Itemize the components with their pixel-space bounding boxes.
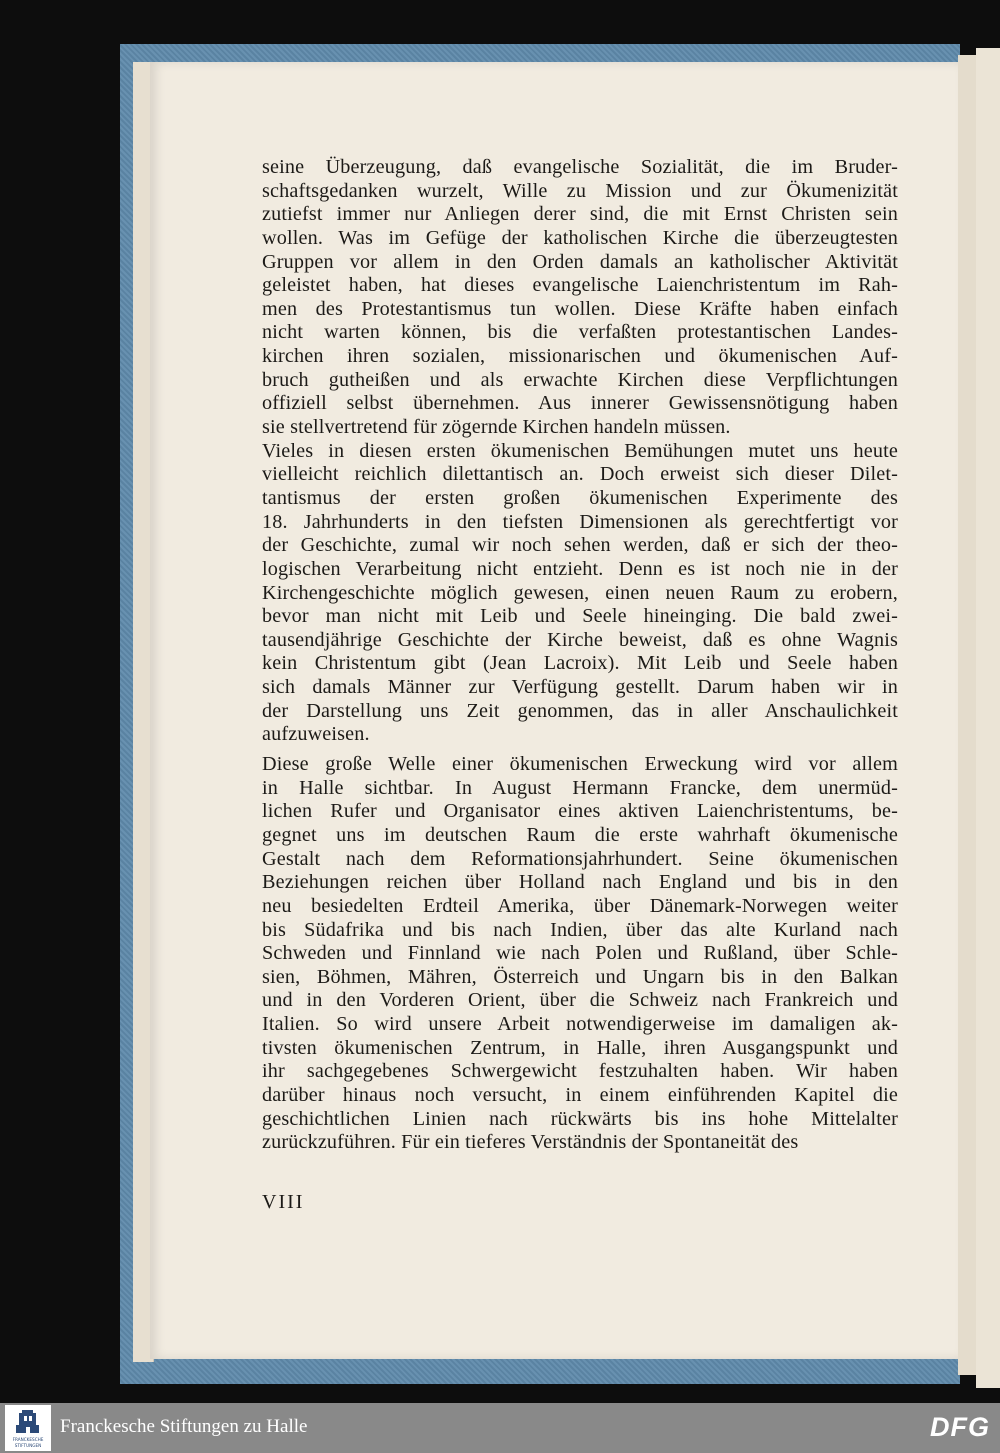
text-line: bevor man nicht mit Leib und Seele hineinging. Die bald zwei-	[262, 605, 898, 628]
text-line: gegnet uns im deutschen Raum die erste wahrhaft ökumenische	[262, 823, 898, 846]
text-line: seine Überzeugung, daß evangelische Sozialität, die im Bruder-	[262, 156, 898, 178]
text-line: wollen. Was im Gefüge der katholischen Kirche die überzeugtesten	[262, 226, 898, 249]
text-line: zurückzuführen. Für ein tieferes Verständnis der Spontaneität des	[262, 1131, 799, 1154]
text-line: der Darstellung uns Zeit genommen, das in aller Anschaulichkeit	[262, 699, 898, 722]
dfg-logo[interactable]: DFG	[930, 1412, 990, 1442]
text-line: tivsten ökumenischen Zentrum, in Halle, ihren Ausgangspunkt und	[262, 1036, 898, 1059]
text-line: Italien. So wird unsere Arbeit notwendigerweise im damaligen ak-	[262, 1013, 898, 1036]
text-line: Beziehungen reichen über Holland nach England und bis in den	[262, 871, 898, 894]
text-line: geleistet haben, hat dieses evangelische Laienchristentum im Rah-	[262, 274, 898, 297]
page-edge	[958, 55, 976, 1375]
text-line: darüber hinaus noch versucht, in einem einführenden Kapitel die	[262, 1083, 898, 1106]
footer-title[interactable]: Franckesche Stiftungen zu Halle	[60, 1416, 308, 1437]
text-line: vielleicht reichlich dilettantisch an. Doch erweist sich dieser Dilet-	[262, 463, 898, 486]
text-line: nicht warten können, bis die verfaßten protestantischen Landes-	[262, 321, 898, 344]
text-line: neu besiedelten Erdteil Amerika, über Dänemark-Norwegen weiter	[262, 894, 898, 917]
text-line: in Halle sichtbar. In August Hermann Francke, dem unermüd-	[262, 776, 898, 799]
text-line: Schweden und Finnland wie nach Polen und Rußland, über Schle-	[262, 942, 898, 965]
text-line: sich damals Männer zur Verfügung gestellt. Darum haben wir in	[262, 676, 898, 699]
francke-logo[interactable]	[5, 1405, 51, 1451]
text-line: logischen Verarbeitung nicht entzieht. Denn es ist noch nie in der	[262, 557, 898, 580]
logo-text-1: FRANCKESCHE	[12, 1437, 44, 1442]
text-line: ihr sachgegebenes Schwergewicht festzuhalten haben. Wir haben	[262, 1060, 898, 1083]
text-line: und in den Vorderen Orient, über die Schweiz nach Frankreich und	[262, 989, 898, 1012]
footer-bar	[0, 1403, 1000, 1453]
text-line: kirchen ihren sozialen, missionarischen und ökumenischen Auf-	[262, 345, 898, 368]
text-line: Diese große Welle einer ökumenischen Erweckung wird vor allem	[262, 753, 898, 776]
text-line: Vieles in diesen ersten ökumenischen Bemühungen mutet uns heute	[262, 439, 898, 462]
text-line: lichen Rufer und Organisator eines aktiven Laienchristentums, be-	[262, 800, 898, 823]
text-line: geschichtlichen Linien nach rückwärts bis ins hohe Mittelalter	[262, 1107, 898, 1130]
text-line: sie stellvertretend für zögernde Kirchen handeln müssen.	[262, 416, 731, 439]
page-number: VIII	[262, 1191, 305, 1213]
text-line: bis Südafrika und bis nach Indien, über das alte Kurland nach	[262, 918, 898, 941]
text-line: 18. Jahrhunderts in den tiefsten Dimensionen als gerechtfertigt vor	[262, 510, 898, 533]
text-line: der Geschichte, zumal wir noch sehen werden, daß er sich der theo-	[262, 534, 898, 557]
text-line: sien, Böhmen, Mähren, Österreich und Ungarn bis in den Balkan	[262, 965, 898, 988]
text-line: tausendjährige Geschichte der Kirche beweist, daß es ohne Wagnis	[262, 628, 898, 651]
text-line: tantismus der ersten großen ökumenischen Experimente des	[262, 486, 898, 509]
francke-building-icon	[5, 1405, 51, 1451]
text-line: aufzuweisen.	[262, 723, 370, 746]
logo-text-2: STIFTUNGEN	[14, 1443, 42, 1448]
text-line: zutiefst immer nur Anliegen derer sind, die mit Ernst Christen sein	[262, 203, 898, 226]
text-line: schaftsgedanken wurzelt, Wille zu Mission und zur Ökumenizität	[262, 179, 898, 202]
body-text	[262, 156, 898, 1155]
text-line: Gestalt nach dem Reformationsjahrhundert. Seine ökumenischen	[262, 847, 898, 870]
text-line: Gruppen vor allem in den Orden damals an katholischer Aktivität	[262, 250, 898, 273]
facing-page	[976, 48, 1000, 1388]
text-line: kein Christentum gibt (Jean Lacroix). Mit Leib und Seele haben	[262, 652, 898, 675]
text-line: Kirchengeschichte möglich gewesen, einen neuen Raum zu erobern,	[262, 581, 898, 604]
text-line: bruch gutheißen und als erwachte Kirchen diese Verpflichtungen	[262, 368, 898, 391]
text-line: men des Protestantismus tun wollen. Diese Kräfte haben einfach	[262, 297, 898, 320]
text-line: offiziell selbst übernehmen. Aus innerer Gewissensnötigung haben	[262, 392, 898, 415]
